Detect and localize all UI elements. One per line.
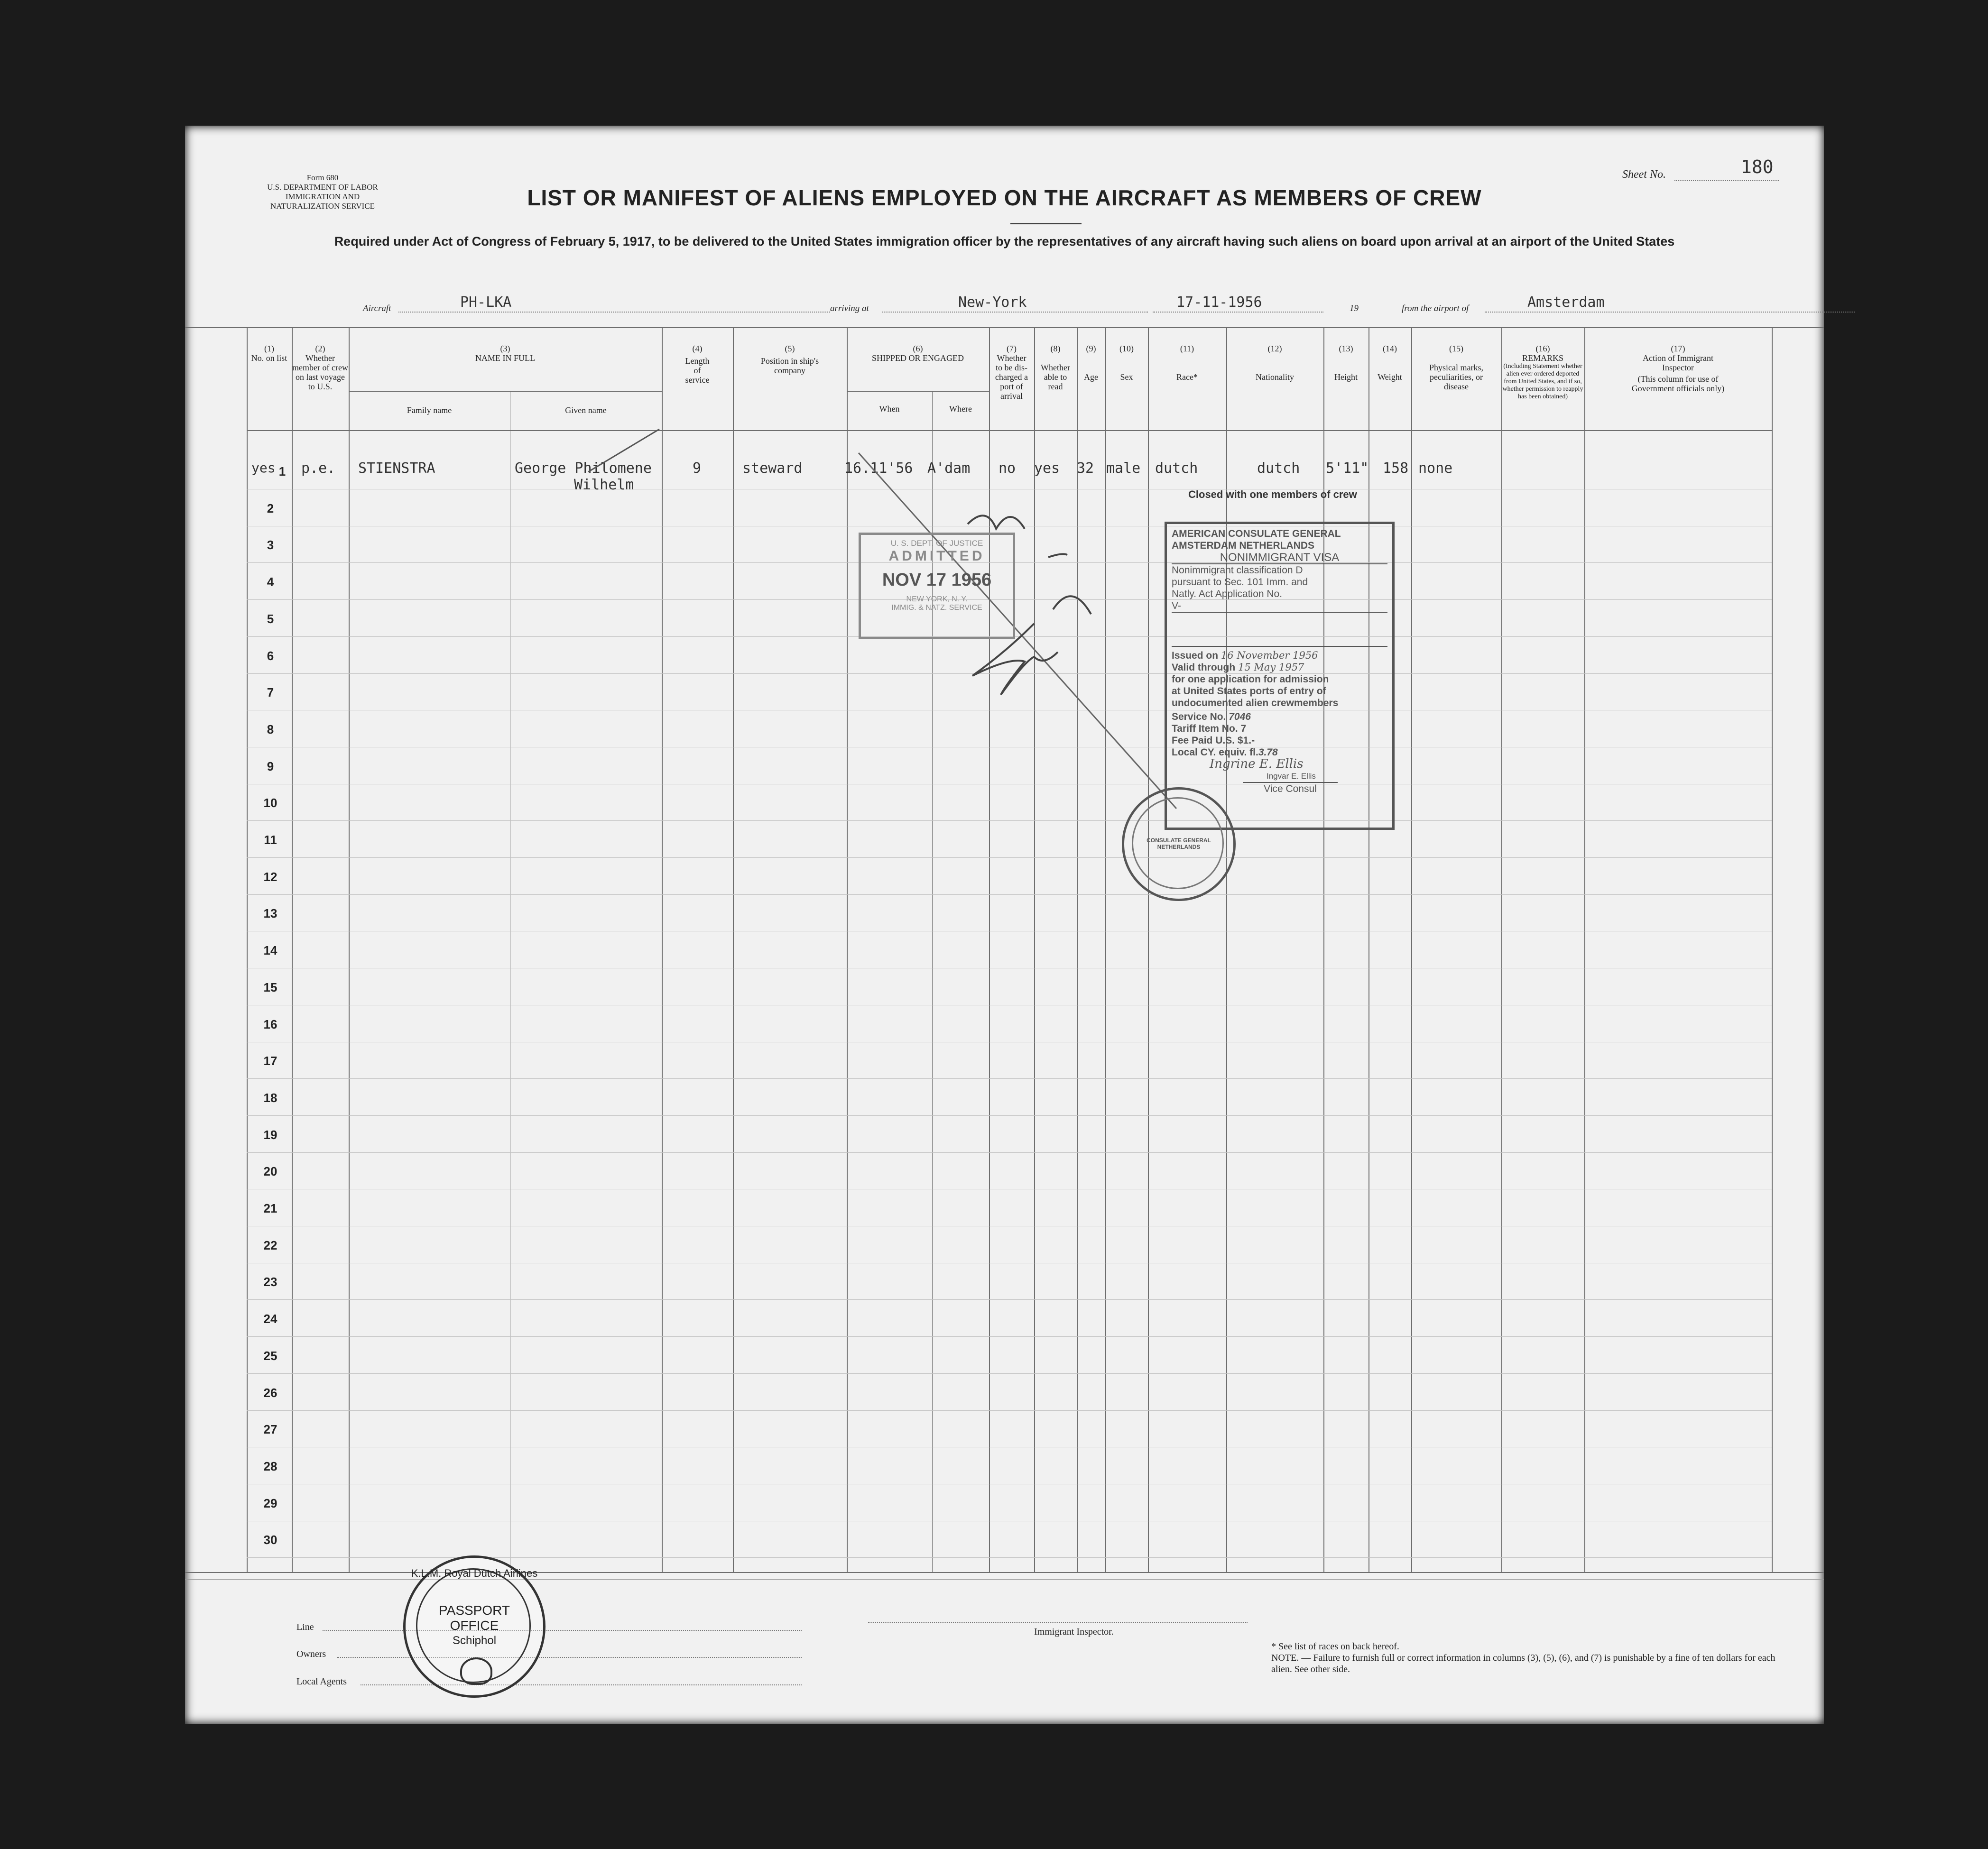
row-number: 24 (263, 1312, 277, 1326)
col-num: (13) (1339, 344, 1353, 353)
service: IMMIGRATION AND NATURALIZATION SERVICE (270, 192, 375, 211)
row-number: 8 (267, 722, 274, 736)
row-number: 23 (263, 1275, 277, 1289)
row-number: 30 (263, 1533, 277, 1547)
row-number: 20 (263, 1164, 277, 1179)
col-num: (14) (1383, 344, 1397, 353)
row-number: 29 (263, 1496, 277, 1510)
row-number: 17 (263, 1054, 277, 1068)
visa-line: Tariff Item No. 7 (1172, 723, 1247, 734)
row-number: 27 (263, 1422, 277, 1437)
row-number: 21 (263, 1201, 277, 1215)
stamp-date: NOV 17 1956 (882, 570, 992, 590)
entry-family-name: STIENSTRA (358, 460, 435, 477)
date-value: 17-11-1956 (1176, 294, 1262, 311)
local-label: Local CY. equiv. fl. (1172, 747, 1258, 758)
sheet-number: 180 (1741, 156, 1774, 177)
col-text: Physical marks, peculiarities, or disease (1429, 363, 1483, 391)
form-number: Form 680 (306, 173, 339, 182)
footer-owners-label: Owners (296, 1649, 326, 1659)
seal-text: CONSULATE GENERAL NETHERLANDS (1147, 837, 1211, 850)
visa-line: AMERICAN CONSULATE GENERAL (1172, 528, 1341, 539)
department: U.S. DEPARTMENT OF LABOR (267, 183, 378, 192)
visa-line: pursuant to Sec. 101 Imm. and (1172, 577, 1308, 588)
footer-line-label: Line (296, 1622, 314, 1632)
given-name-header: Given name (565, 405, 607, 415)
col-text: Length of service (685, 356, 710, 385)
col-text: Whether member of crew on last voyage to U.S. (292, 353, 348, 391)
entry-sex: male (1106, 460, 1141, 477)
col-text: Whether able to read (1041, 363, 1070, 391)
row-number: 1 (278, 464, 286, 478)
row-number: 18 (263, 1090, 277, 1105)
footer-owners-rule (337, 1657, 802, 1658)
row-number: 11 (264, 833, 277, 847)
visa-line: AMSTERDAM NETHERLANDS (1172, 540, 1314, 551)
col-num: (10) (1119, 344, 1134, 353)
year-label: 19 (1350, 304, 1359, 313)
row-number: 7 (267, 685, 274, 700)
klm-text (406, 1603, 543, 1648)
row-number: 15 (263, 980, 277, 994)
visa-line: for one application for admission (1172, 674, 1329, 685)
col-num: (16) (1535, 344, 1550, 353)
page-title: LIST OR MANIFEST OF ALIENS EMPLOYED ON THE AIRCRAFT AS MEMBERS OF CREW (527, 185, 1482, 210)
col-note: (This column for use of Government officials only) (1631, 374, 1725, 393)
row-number: 4 (267, 575, 274, 589)
visa-line: at United States ports of entry of (1172, 686, 1326, 697)
crown-icon (460, 1657, 492, 1685)
stamp-line: NEW YORK, N. Y. (906, 595, 968, 603)
col-num: (3) (500, 344, 510, 353)
entry-when: 16.11'56 (844, 460, 913, 477)
col-num: (11) (1180, 344, 1194, 353)
admitted-stamp (859, 533, 1015, 639)
footer-agents-label: Local Agents (296, 1676, 347, 1687)
col-text: Nationality (1256, 372, 1294, 382)
col-text: Weight (1378, 372, 1402, 382)
visa-issued (1172, 650, 1387, 662)
col-text: Height (1334, 372, 1358, 382)
pen-marks (185, 126, 1824, 1724)
footer-line-rule (323, 1630, 802, 1631)
col-text: Action of Immigrant Inspector (1643, 353, 1713, 372)
entry-nationality: dutch (1257, 460, 1300, 477)
arriving-label: arriving at (830, 304, 869, 313)
col-text: Age (1084, 372, 1098, 382)
valid-label: Valid through (1172, 662, 1236, 673)
entry-pe: p.e. (301, 460, 336, 477)
col-text: SHIPPED OR ENGAGED (871, 353, 964, 363)
stamp-line: ADMITTED (888, 548, 985, 564)
col-num: (15) (1449, 344, 1463, 353)
footer-note: * See list of races on back hereof. (1271, 1641, 1399, 1652)
klm-line: OFFICE (450, 1618, 499, 1633)
entry-given-name-1: George Philomene (515, 460, 652, 477)
issued-value: 16 November 1956 (1221, 650, 1318, 661)
klm-line: Schiphol (452, 1634, 497, 1647)
sheet-label: Sheet No. (1622, 168, 1666, 181)
arriving-value: New-York (958, 294, 1027, 311)
footer-agents-rule (361, 1684, 802, 1685)
from-label: from the airport of (1402, 304, 1469, 313)
col-num: (8) (1050, 344, 1061, 353)
row-number: 28 (263, 1459, 277, 1473)
visa-line: NONIMMIGRANT VISA (1172, 552, 1387, 564)
service-value: 7046 (1229, 711, 1251, 722)
pen-stroke (588, 429, 659, 472)
col-num: (4) (692, 344, 703, 353)
klm-stamp (403, 1555, 546, 1698)
row-number: 22 (263, 1238, 277, 1252)
col-text: No. on list (251, 353, 287, 363)
col-num: (17) (1671, 344, 1685, 353)
consulate-seal (1122, 787, 1236, 901)
klm-ring-text: K.L.M. Royal Dutch Airlines (411, 1567, 538, 1579)
valid-value: 15 May 1957 (1238, 662, 1304, 673)
entry-race: dutch (1155, 460, 1198, 477)
row-number: 13 (263, 906, 277, 921)
col-num: (9) (1086, 344, 1096, 353)
when-header: When (879, 404, 900, 414)
where-header: Where (949, 404, 972, 414)
entry-discharged: no (999, 460, 1016, 477)
row-number: 16 (263, 1017, 277, 1031)
stamp-line: IMMIG. & NATZ. SERVICE (891, 604, 982, 612)
inspector-label: Immigrant Inspector. (1034, 1627, 1114, 1637)
col-text: Whether to be dis-charged a port of arrival (995, 353, 1028, 401)
visa-stamp (1165, 522, 1395, 830)
family-name-header: Family name (407, 405, 452, 415)
visa-valid (1172, 662, 1387, 673)
entry-height: 5'11" (1326, 460, 1369, 477)
col-num: (5) (785, 344, 795, 353)
local-value: 3.78 (1258, 747, 1278, 758)
row-number: 25 (263, 1348, 277, 1363)
page-subtitle: Required under Act of Congress of February 5, 1917, to be delivered to the United States immigration officer by the representatives of any aircraft having such aliens on board upon arrival at an airport of the United States (334, 234, 1675, 248)
col-note: (Including Statement whether alien ever ordered deported from United States, and if so, whether permission to reapply has been obtained) (1502, 363, 1583, 400)
row-number: 19 (263, 1127, 277, 1142)
entry-physical-marks: none (1418, 460, 1453, 477)
from-value: Amsterdam (1527, 294, 1605, 311)
visa-signature: Ingrine E. Ellis (1210, 757, 1304, 771)
visa-signer: Ingvar E. Ellis (1267, 772, 1316, 781)
visa-line: Natly. Act Application No. (1172, 589, 1283, 599)
entry-position: steward (742, 460, 803, 477)
closed-note: Closed with one members of crew (1188, 488, 1357, 500)
visa-line: Fee Paid U.S. $1.- (1172, 735, 1255, 746)
col-text: Position in ship's company (760, 356, 819, 375)
entry-able-to-read: yes (1034, 460, 1060, 477)
row-number: 26 (263, 1385, 277, 1400)
col-text: REMARKS (1522, 353, 1564, 363)
inspector-rule (868, 1622, 1248, 1623)
row-number: 6 (267, 648, 274, 663)
entry-given-name-2: Wilhelm (574, 477, 634, 493)
entry-age: 32 (1077, 460, 1094, 477)
entry-crew-last-voyage: yes (251, 460, 276, 476)
row-number: 5 (267, 611, 274, 626)
footer-note: NOTE. — Failure to furnish full or correct information in columns (3), (5), (6), and (7) is punishable by a fine of ten dollars for each alien. See other side. (1271, 1653, 1775, 1674)
manifest-sheet (185, 126, 1824, 1724)
col-num: (7) (1007, 344, 1017, 353)
issued-label: Issued on (1172, 650, 1219, 661)
col-text: Race* (1176, 372, 1198, 382)
row-number: 12 (263, 869, 277, 884)
footer-notes (1271, 1641, 1784, 1675)
klm-line: PASSPORT (439, 1603, 510, 1618)
service-label: Service No. (1172, 711, 1226, 722)
entry-length: 9 (693, 460, 702, 477)
row-number: 3 (267, 538, 274, 552)
visa-service (1172, 711, 1387, 723)
col-num: (2) (315, 344, 325, 353)
row-number: 10 (263, 796, 277, 810)
col-text: NAME IN FULL (475, 353, 535, 363)
entry-where: A'dam (927, 460, 971, 477)
col-text: Sex (1120, 372, 1133, 382)
visa-line: Nonimmigrant classification D (1172, 565, 1303, 576)
col-num: (1) (264, 344, 274, 353)
aircraft-label: Aircraft (363, 304, 391, 313)
visa-line: V- (1172, 600, 1387, 613)
aircraft-value: PH-LKA (460, 294, 512, 311)
col-num: (12) (1267, 344, 1282, 353)
visa-title: Vice Consul (1243, 782, 1338, 795)
visa-blank (1172, 613, 1387, 647)
entry-weight: 158 (1383, 460, 1409, 477)
row-number: 14 (263, 943, 277, 958)
row-number: 2 (267, 501, 274, 515)
visa-line: undocumented alien crewmembers (1172, 698, 1339, 708)
col-num: (6) (913, 344, 923, 353)
row-number: 9 (267, 759, 274, 773)
stamp-line: U. S. DEPT. OF JUSTICE (890, 539, 983, 548)
